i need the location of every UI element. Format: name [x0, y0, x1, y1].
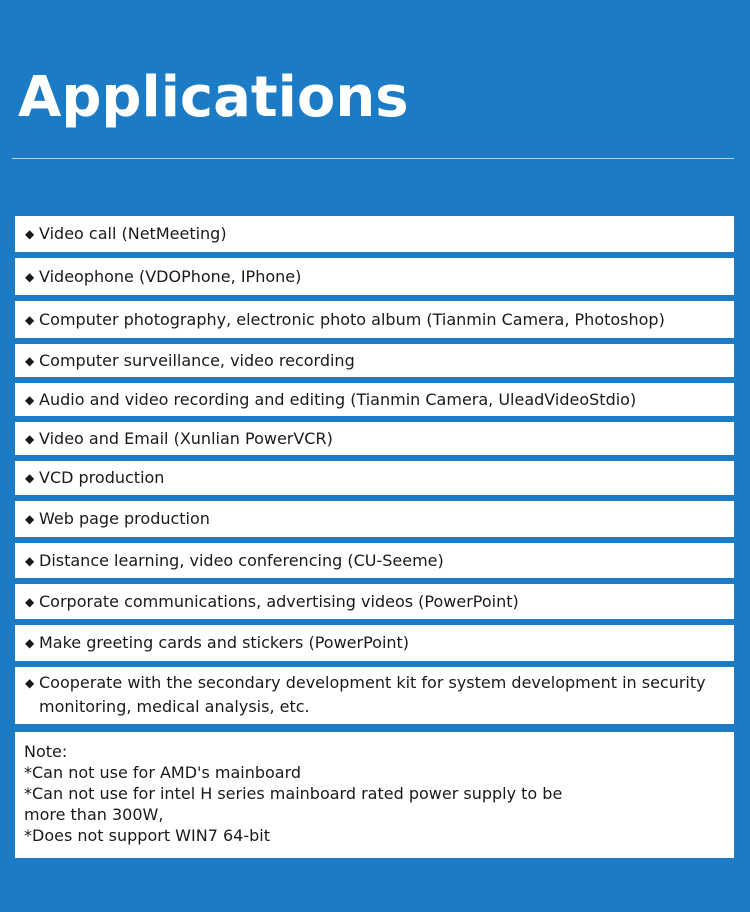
list-item-text: Video call (NetMeeting) — [39, 224, 227, 243]
list-item — [15, 344, 734, 377]
list-item — [15, 501, 734, 537]
diamond-bullet-icon: ◆ — [25, 227, 35, 241]
list-item-text: Distance learning, video conferencing (CU-Seeme) — [39, 550, 444, 570]
diamond-bullet-icon: ◆ — [25, 594, 35, 609]
list-item — [15, 543, 734, 578]
list-item — [15, 625, 734, 661]
diamond-bullet-icon: ◆ — [25, 676, 35, 690]
diamond-bullet-icon: ◆ — [25, 512, 35, 526]
list-item — [15, 461, 734, 495]
page-title: Applications — [18, 65, 409, 130]
list-item — [15, 301, 734, 338]
note-line: more than 300W, — [24, 805, 164, 824]
note-line: *Can not use for intel H series mainboard rated power supply to be — [24, 784, 563, 803]
list-item — [15, 216, 734, 252]
list-item-text: Web page production — [39, 509, 210, 528]
note-box — [15, 732, 734, 858]
list-item-text: Videophone (VDOPhone, IPhone) — [39, 266, 302, 286]
title-divider — [12, 158, 734, 159]
list-item-text: Corporate communications, advertising videos (PowerPoint) — [39, 591, 519, 611]
diamond-bullet-icon: ◆ — [25, 553, 35, 568]
diamond-bullet-icon: ◆ — [25, 312, 35, 327]
diamond-bullet-icon: ◆ — [25, 353, 35, 368]
diamond-bullet-icon: ◆ — [25, 471, 35, 485]
list-item-text: Cooperate with the secondary development kit for system development in security monitoring, medical analysis, etc. — [39, 673, 706, 716]
diamond-bullet-icon: ◆ — [25, 392, 35, 407]
diamond-bullet-icon: ◆ — [25, 269, 35, 284]
list-item — [15, 422, 734, 455]
list-item-text: Video and Email (Xunlian PowerVCR) — [39, 428, 333, 448]
list-item-text: Computer photography, electronic photo album (Tianmin Camera, Photoshop) — [39, 309, 665, 329]
list-item — [15, 667, 734, 724]
list-item-text: Make greeting cards and stickers (PowerPoint) — [39, 633, 410, 652]
list-item — [15, 584, 734, 619]
list-item — [15, 383, 734, 416]
note-heading: Note: — [24, 742, 68, 761]
list-item-text: Audio and video recording and editing (Tianmin Camera, UleadVideoStdio) — [39, 389, 637, 409]
note-line: *Can not use for AMD's mainboard — [24, 763, 302, 782]
list-item-text: VCD production — [39, 468, 165, 487]
diamond-bullet-icon: ◆ — [25, 431, 35, 446]
note-line: *Does not support WIN7 64-bit — [24, 826, 270, 845]
list-item — [15, 258, 734, 295]
list-item-text: Computer surveillance, video recording — [39, 350, 355, 370]
diamond-bullet-icon: ◆ — [25, 636, 35, 650]
